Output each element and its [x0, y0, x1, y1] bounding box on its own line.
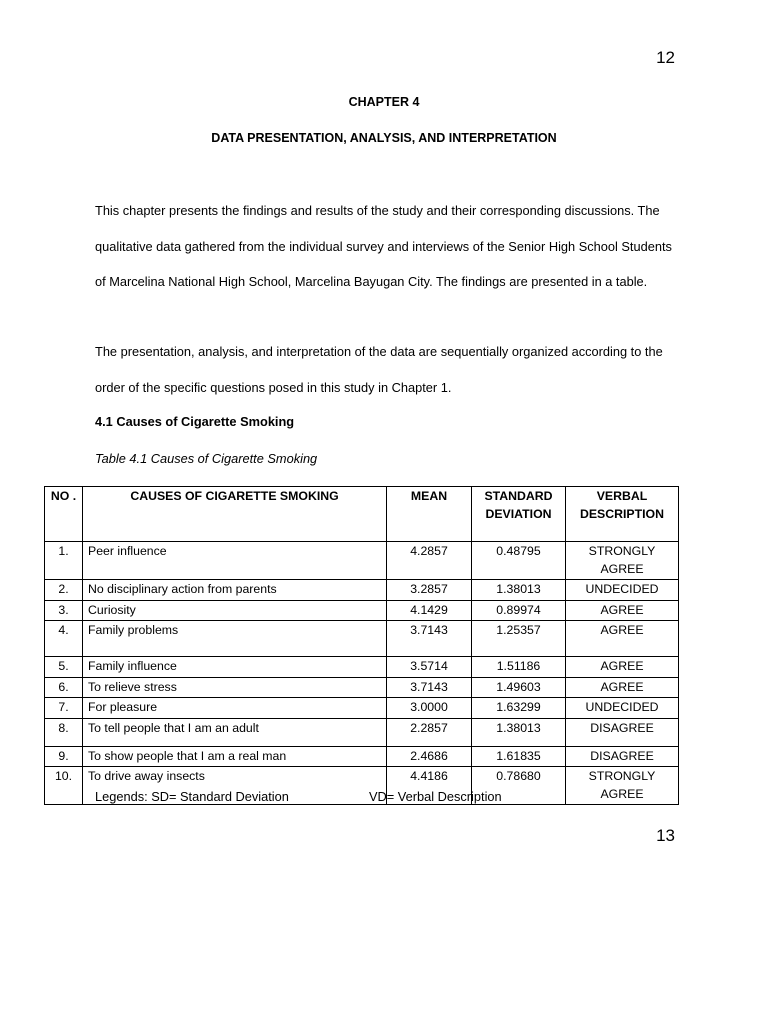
row-cause: For pleasure — [83, 698, 387, 719]
row-verbal-description: AGREE — [566, 657, 679, 678]
row-cause: Family influence — [83, 657, 387, 678]
row-cause: Peer influence — [83, 542, 387, 580]
table-row — [45, 542, 679, 580]
row-sd: 1.61835 — [472, 746, 566, 767]
page-number-top: 12 — [656, 48, 675, 67]
row-number: 9. — [45, 746, 83, 767]
table-row — [45, 677, 679, 698]
section-heading: 4.1 Causes of Cigarette Smoking — [95, 414, 295, 429]
row-mean: 3.0000 — [387, 698, 472, 719]
intro-paragraph: This chapter presents the findings and results of the study and their corresponding discussions. The qualitative data gathered from the individual survey and interviews of the Senior High School Students of Marcelina National High School, Marcelina Bayugan City. The findings are presented in a table. — [95, 203, 672, 289]
table-caption: Table 4.1 Causes of Cigarette Smoking — [95, 451, 318, 466]
row-mean: 3.7143 — [387, 621, 472, 657]
legend-sd: Legends: SD= Standard Deviation — [95, 789, 289, 804]
row-mean: 3.2857 — [387, 580, 472, 601]
row-sd: 0.48795 — [472, 542, 566, 580]
table-row — [45, 718, 679, 746]
chapter-title: DATA PRESENTATION, ANALYSIS, AND INTERPRETATION — [211, 131, 557, 145]
row-cause: To tell people that I am an adult — [83, 718, 387, 746]
row-cause: No disciplinary action from parents — [83, 580, 387, 601]
table-row — [45, 580, 679, 601]
row-mean: 4.1429 — [387, 600, 472, 621]
row-mean: 4.2857 — [387, 542, 472, 580]
row-cause: Family problems — [83, 621, 387, 657]
table-row — [45, 657, 679, 678]
row-verbal-description: UNDECIDED — [566, 698, 679, 719]
row-number: 4. — [45, 621, 83, 657]
row-number: 6. — [45, 677, 83, 698]
chapter-label: CHAPTER 4 — [348, 95, 420, 109]
row-verbal-description: AGREE — [566, 677, 679, 698]
row-verbal-description: DISAGREE — [566, 746, 679, 767]
header-causes: CAUSES OF CIGARETTE SMOKING — [83, 487, 387, 542]
row-number: 10. — [45, 767, 83, 805]
header-vd: VERBAL DESCRIPTION — [566, 487, 679, 542]
row-cause: To relieve stress — [83, 677, 387, 698]
row-verbal-description: STRONGLY AGREE — [566, 767, 679, 805]
header-mean: MEAN — [387, 487, 472, 542]
row-verbal-description: UNDECIDED — [566, 580, 679, 601]
header-sd: STANDARD DEVIATION — [472, 487, 566, 542]
header-no: NO . — [45, 487, 83, 542]
row-number: 8. — [45, 718, 83, 746]
row-verbal-description: DISAGREE — [566, 718, 679, 746]
table-body — [45, 542, 679, 805]
row-sd: 1.49603 — [472, 677, 566, 698]
row-number: 3. — [45, 600, 83, 621]
row-number: 5. — [45, 657, 83, 678]
row-mean: 2.4686 — [387, 746, 472, 767]
row-sd: 0.89974 — [472, 600, 566, 621]
row-mean: 2.2857 — [387, 718, 472, 746]
row-sd: 0.78680 — [472, 767, 566, 805]
row-sd: 1.63299 — [472, 698, 566, 719]
row-sd: 1.51186 — [472, 657, 566, 678]
row-cause: Curiosity — [83, 600, 387, 621]
table-row — [45, 746, 679, 767]
row-mean: 3.5714 — [387, 657, 472, 678]
legend-vd: VD= Verbal Description — [369, 789, 502, 804]
row-sd: 1.38013 — [472, 718, 566, 746]
row-verbal-description: STRONGLY AGREE — [566, 542, 679, 580]
row-number: 1. — [45, 542, 83, 580]
row-sd: 1.38013 — [472, 580, 566, 601]
table-row — [45, 698, 679, 719]
row-verbal-description: AGREE — [566, 621, 679, 657]
row-cause: To drive away insects — [83, 767, 387, 805]
table-row — [45, 600, 679, 621]
row-mean: 4.4186 — [387, 767, 472, 805]
row-mean: 3.7143 — [387, 677, 472, 698]
row-cause: To show people that I am a real man — [83, 746, 387, 767]
row-verbal-description: AGREE — [566, 600, 679, 621]
row-sd: 1.25357 — [472, 621, 566, 657]
organization-paragraph: The presentation, analysis, and interpretation of the data are sequentially organized according to the order of the specific questions posed in this study in Chapter 1. — [95, 344, 663, 395]
causes-table — [44, 486, 679, 805]
row-number: 7. — [45, 698, 83, 719]
row-number: 2. — [45, 580, 83, 601]
table-row — [45, 621, 679, 657]
page-number-bottom: 13 — [656, 826, 675, 845]
